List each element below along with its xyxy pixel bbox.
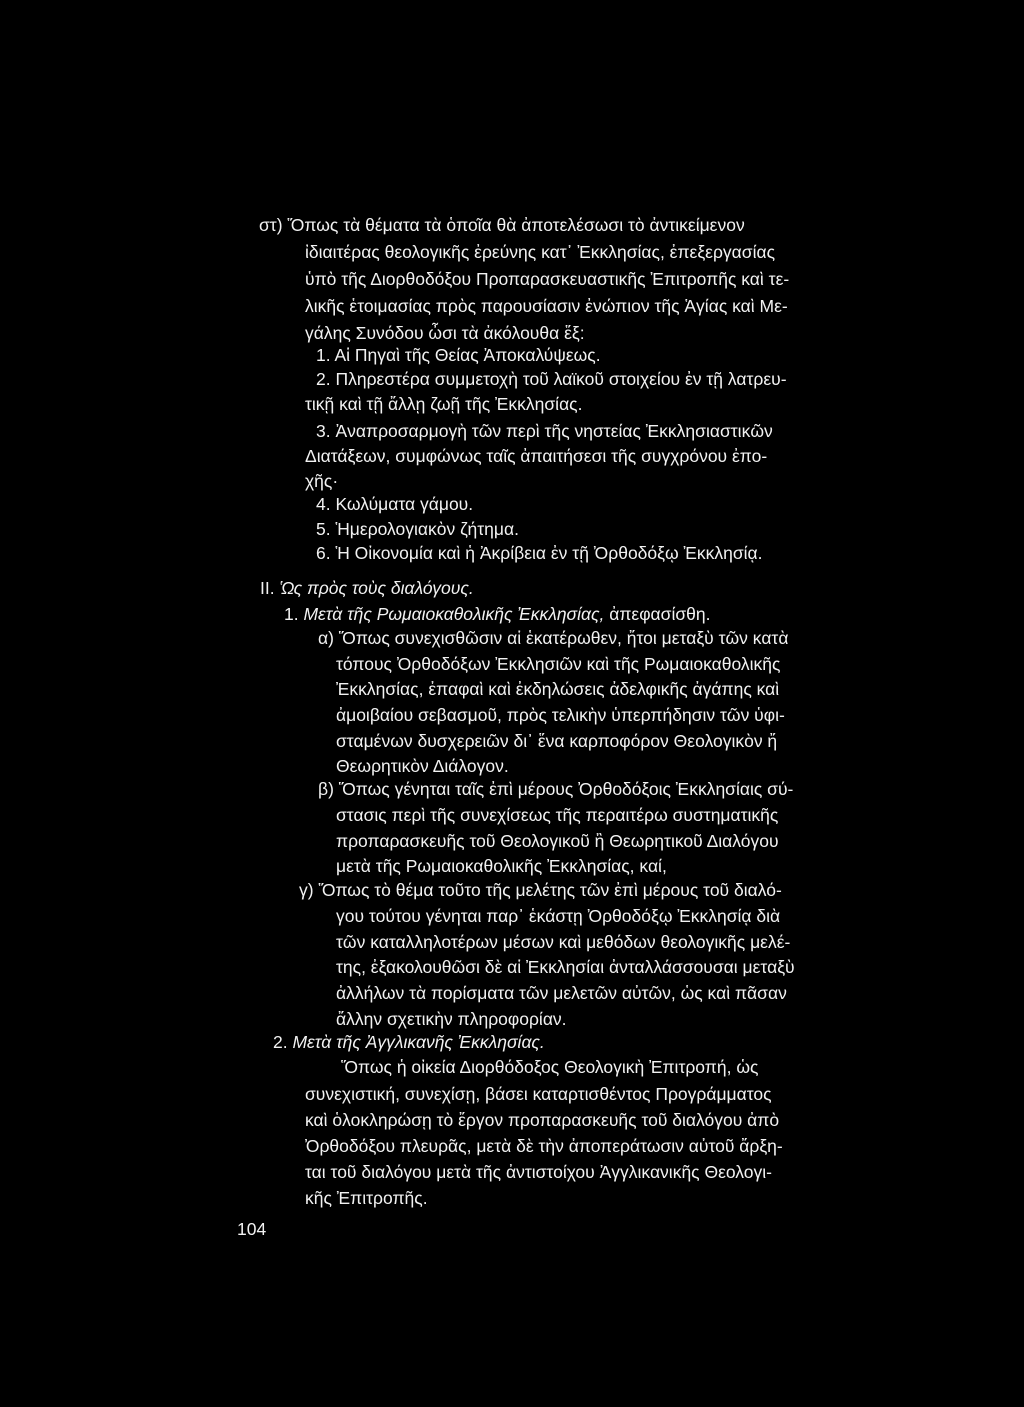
text-line [305,1107,779,1133]
text-line [305,1185,428,1211]
line-text: Θεωρητικὸν Διάλογον. [336,756,509,776]
line-text: β) Ὅπως γένηται ταῖς ἐπὶ μέρους Ὀρθοδόξοις Ἐκκλησίαις σύ- [318,779,794,799]
text-line [336,728,777,754]
line-text: τόπους Ὀρθοδόξων Ἐκκλησιῶν καὶ τῆς Ρωμαιοκαθολικῆς [336,654,781,674]
text-line [305,293,788,319]
text-line [305,266,789,292]
line-text: στ) Ὅπως τὰ θέματα τὰ ὁποῖα θὰ ἀποτελέσωσι τὸ ἀντικείμενον [259,215,745,235]
line-text: σταμένων δυσχερειῶν δι᾽ ἕνα καρποφόρον Θεολογικὸν ἤ [336,731,778,751]
text-line [305,239,775,265]
italic-heading: Ὡς πρὸς τοὺς διαλόγους. [279,578,474,598]
italic-heading: Μετὰ τῆς Ρωμαιοκαθολικῆς Ἐκκλησίας, [303,604,605,624]
text-line [305,1133,783,1159]
text-line [260,575,474,601]
line-text: της, ἐξακολουθῶσι δὲ αἱ Ἐκκλησίαι ἀνταλλάσσουσαι μεταξὺ [336,957,795,977]
line-text: 2. [273,1032,293,1052]
line-text: γ) Ὅπως τὸ θέμα τοῦτο τῆς μελέτης τῶν ἐπὶ μέρους τοῦ διαλό- [299,880,782,900]
text-line [318,625,788,651]
line-text: 1. Αἱ Πηγαὶ τῆς Θείας Ἀποκαλύψεως. [316,345,601,365]
line-text: 1. [284,604,304,624]
text-line [336,954,795,980]
text-line [316,540,763,566]
text-line [336,903,780,929]
text-line [336,980,787,1006]
line-text: 2. Πληρεστέρα συμμετοχὴ τοῦ λαϊκοῦ στοιχείου ἐν τῇ λατρευ- [316,369,787,389]
line-text: ἰδιαιτέρας θεολογικῆς ἐρεύνης κατ᾽ Ἐκκλησίας, ἐπεξεργασίας [305,242,776,262]
line-text: ἄλλην σχετικὴν πληροφορίαν. [336,1009,567,1029]
text-line [299,877,782,903]
line-text: κῆς Ἐπιτροπῆς. [305,1188,428,1208]
line-text: α) Ὅπως συνεχισθῶσιν αἱ ἑκατέρωθεν, ἤτοι μεταξὺ τῶν κατὰ [318,628,789,648]
text-line [316,366,787,392]
line-text: Ὀρθοδόξου πλευρᾶς, μετὰ δὲ τὴν ἀποπεράτωσιν αὐτοῦ ἄρξη- [305,1136,783,1156]
text-line [316,516,519,542]
text-line [336,651,780,677]
text-line [305,1159,772,1185]
line-text: II. [260,578,280,598]
text-line [259,212,745,238]
line-text: συνεχιστική, συνεχίσῃ, βάσει καταρτισθέντος Προγράμματος [305,1084,772,1104]
line-text: προπαρασκευῆς τοῦ Θεολογικοῦ ἢ Θεωρητικοῦ Διαλόγου [336,831,779,851]
line-text: Ὅπως ἡ οἰκεία Διορθόδοξος Θεολογικὴ Ἐπιτροπή, ὡς [341,1057,759,1077]
line-text: λικῆς ἑτοιμασίας πρὸς παρουσίασιν ἐνώπιον τῆς Ἁγίας καὶ Με- [305,296,788,316]
line-text: στασις περὶ τῆς συνεχίσεως τῆς περαιτέρω συστηματικῆς [336,805,779,825]
text-line [336,828,779,854]
line-text: τικῇ καὶ τῇ ἄλλῃ ζωῇ τῆς Ἐκκλησίας. [305,394,583,414]
line-text: 5. Ἡμερολογιακὸν ζήτημα. [316,519,519,539]
line-text: ἀλλήλων τὰ πορίσματα τῶν μελετῶν αὐτῶν, ὡς καὶ πᾶσαν [336,983,787,1003]
line-text: 4. Κωλύματα γάμου. [316,494,474,514]
line-text: γου τούτου γένηται παρ᾽ ἑκάστῃ Ὀρθοδόξῳ Ἐκκλησίᾳ διὰ [336,906,781,926]
text-line [284,601,710,627]
line-text: 3. Ἀναπροσαρμογὴ τῶν περὶ τῆς νηστείας Ἐκκλησιαστικῶν [316,421,773,441]
page-number: 104 [237,1219,267,1239]
line-text: ται τοῦ διαλόγου μετὰ τῆς ἀντιστοίχου Ἀγγλικανικῆς Θεολογι- [305,1162,772,1182]
line-text: γάλης Συνόδου ὦσι τὰ ἀκόλουθα ἕξ: [305,323,585,343]
text-line [273,1029,545,1055]
text-line [316,342,601,368]
line-text: Ἐκκλησίας, ἐπαφαὶ καὶ ἐκδηλώσεις ἀδελφικῆς ἀγάπης καὶ [336,679,780,699]
line-text: ὑπὸ τῆς Διορθοδόξου Προπαρασκευαστικῆς Ἐπιτροπῆς καὶ τε- [305,269,790,289]
line-text: χῆς· [305,471,339,491]
text-line [305,391,582,417]
text-line [305,443,767,469]
line-text: 6. Ἡ Οἰκονομία καὶ ἡ Ἀκρίβεια ἐν τῇ Ὀρθοδόξῳ Ἐκκλησίᾳ. [316,543,763,563]
text-line [336,853,667,879]
line-text: μετὰ τῆς Ρωμαιοκαθολικῆς Ἐκκλησίας, καί, [336,856,667,876]
line-text: τῶν καταλληλοτέρων μέσων καὶ μεθόδων θεολογικῆς μελέ- [336,932,791,952]
text-line [305,1081,772,1107]
line-tail: ἀπεφασίσθη. [604,604,711,624]
text-line [318,776,793,802]
text-line [316,491,473,517]
line-text: ἀμοιβαίου σεβασμοῦ, πρὸς τελικὴν ὑπερπήδησιν τῶν ὑφι- [336,705,785,725]
text-line [336,802,778,828]
text-line [341,1054,758,1080]
text-line [336,702,785,728]
text-line [336,676,779,702]
italic-heading: Μετὰ τῆς Ἀγγλικανῆς Ἐκκλησίας. [292,1032,545,1052]
line-text: Διατάξεων, συμφώνως ταῖς ἀπαιτήσεσι τῆς συγχρόνου ἐπο- [305,446,768,466]
line-text: καὶ ὁλοκληρώσῃ τὸ ἔργον προπαρασκευῆς τοῦ διαλόγου ἀπὸ [305,1110,780,1130]
text-line [316,418,773,444]
text-line [336,929,790,955]
